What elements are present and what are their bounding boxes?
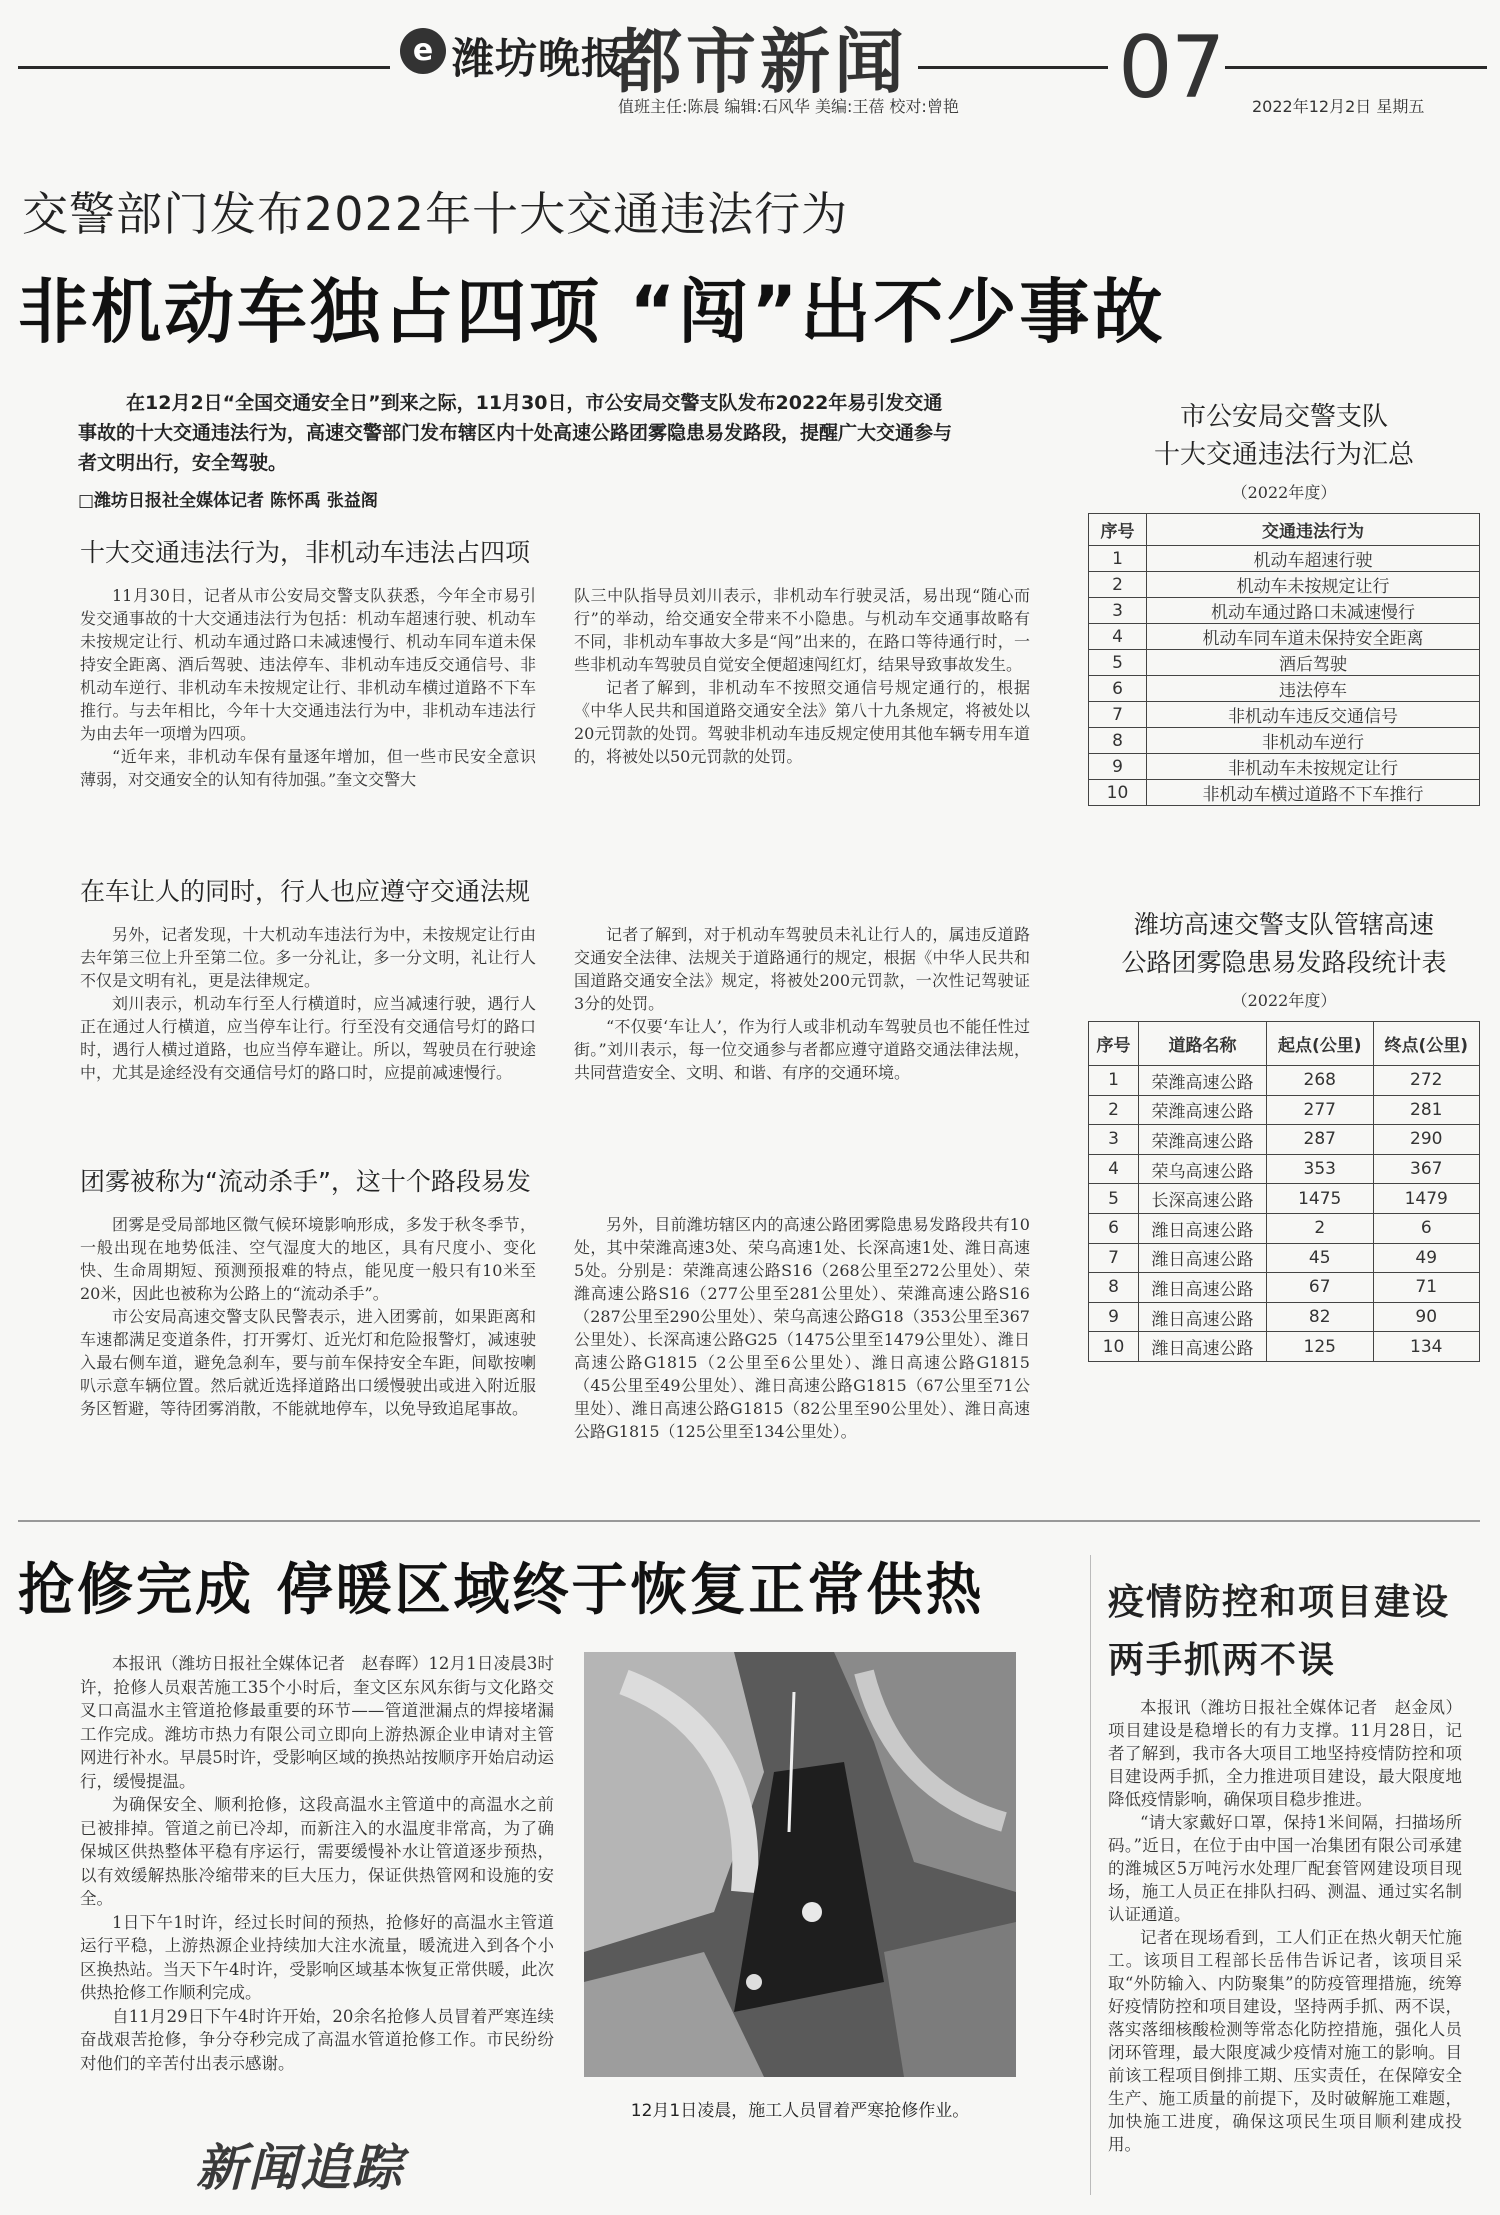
paper-name: 潍坊晚报 <box>452 34 625 83</box>
table-cell: 134 <box>1373 1332 1480 1362</box>
table-cell: 290 <box>1373 1125 1480 1155</box>
table-row <box>1089 754 1480 780</box>
table-cell: 6 <box>1089 1213 1139 1243</box>
table-cell: 酒后驾驶 <box>1147 650 1480 676</box>
violations-table <box>1088 513 1480 806</box>
section-heading-1: 十大交通违法行为，非机动车违法占四项 <box>80 538 531 567</box>
paragraph: 团雾是受局部地区微气候环境影响形成，多发于秋冬季节，一般出现在地势低洼、空气湿度大的地区，具有尺度小、变化快、生命周期短、预测预报难的特点，能见度一般只有10米至20米，因此也被称为公路上的“流动杀手”。 <box>80 1215 536 1303</box>
covid-headline: 疫情防控和项目建设 <box>1108 1582 1451 1623</box>
table-cell: 荣乌高速公路 <box>1139 1154 1267 1184</box>
table-row <box>1089 1095 1480 1125</box>
table-cell: 10 <box>1089 780 1147 806</box>
table-cell: 10 <box>1089 1332 1139 1362</box>
table-cell: 潍日高速公路 <box>1139 1273 1267 1303</box>
paragraph: 自11月29日下午4时许开始，20余名抢修人员冒着严寒连续奋战艰苦抢修，争分夺秒完成了高温水管道抢修工作。市民纷纷对他们的辛苦付出表示感谢。 <box>80 2006 554 2073</box>
table-cell: 6 <box>1373 1213 1480 1243</box>
table-cell: 1 <box>1089 1066 1139 1096</box>
table-row <box>1089 1273 1480 1303</box>
table-cell: 287 <box>1267 1125 1374 1155</box>
table-cell: 272 <box>1373 1066 1480 1096</box>
table-cell: 90 <box>1373 1302 1480 1332</box>
fog-table-year: （2022年度） <box>1231 991 1337 1010</box>
section-heading-3: 团雾被称为“流动杀手”，这十个路段易发 <box>80 1167 531 1196</box>
paragraph: 刘川表示，机动车行至人行横道时，应当减速行驶，遇行人正在通过人行横道，应当停车让行。行至没有交通信号灯的路口时，遇行人横过道路，也应当停车避让。所以，驾驶员在行驶途中，尤其是途经没有交通信号灯的路口时，应提前减速慢行。 <box>80 994 536 1082</box>
column-header: 序号 <box>1089 514 1147 546</box>
table-row <box>1089 546 1480 572</box>
table-cell: 荣潍高速公路 <box>1139 1066 1267 1096</box>
table-cell: 367 <box>1373 1154 1480 1184</box>
table-cell: 8 <box>1089 728 1147 754</box>
repair-photo-illustration <box>584 1652 1016 2077</box>
covid-headline-line2: 两手抓两不误 <box>1108 1640 1337 1681</box>
table-cell: 3 <box>1089 1125 1139 1155</box>
paragraph: 本报讯（潍坊日报社全媒体记者 赵春晖）12月1日凌晨3时许，抢修人员艰苦施工35个小时后，奎文区东风东街与文化路交叉口高温水主管道抢修最重要的环节——管道泄漏点的焊接堵漏工作完成。潍坊市热力有限公司立即向上游热源企业申请对主管网进行补水。早晨5时许，受影响区域的换热站按顺序开始启动运行，缓慢提温。 <box>80 1654 554 1791</box>
section-heading-2: 在车让人的同时，行人也应遵守交通法规 <box>80 877 531 906</box>
table-cell: 4 <box>1089 624 1147 650</box>
table-row <box>1089 728 1480 754</box>
violations-box <box>1088 398 1480 806</box>
editor-credits: 值班主任:陈晨 编辑:石风华 美编:王蓓 校对:曾艳 <box>618 97 959 116</box>
table-row <box>1089 1066 1480 1096</box>
table-cell: 268 <box>1267 1066 1374 1096</box>
masthead-rule-right <box>1225 66 1487 69</box>
column-header: 起点(公里) <box>1267 1022 1374 1066</box>
paragraph: 另外，目前潍坊辖区内的高速公路团雾隐患易发路段共有10处，其中荣潍高速3处、荣乌高速1处、长深高速1处、潍日高速5处。分别是：荣潍高速公路S16（268公里至272公里处）、荣潍高速公路S16（277公里至281公里处）、荣潍高速公路S16（287公里至290公里处）、荣乌高速公路G18（353公里至367公里处）、长深高速公路G25（1475公里至1479公里处）、潍日高速公路G1815（2公里至6公里处）、潍日高速公路G1815（45公里至49公里处）、潍日高速公路G1815（67公里至71公里处）、潍日高速公路G1815（82公里至90公里处）、潍日高速公路G1815（125公里至134公里处）。 <box>574 1215 1030 1441</box>
table-cell: 9 <box>1089 1302 1139 1332</box>
table-cell: 荣潍高速公路 <box>1139 1125 1267 1155</box>
table-cell: 2 <box>1089 572 1147 598</box>
table-cell: 长深高速公路 <box>1139 1184 1267 1214</box>
table-cell: 非机动车违反交通信号 <box>1147 702 1480 728</box>
masthead-rule-mid <box>918 66 1108 69</box>
section-divider <box>18 1520 1480 1522</box>
paragraph: 11月30日，记者从市公安局交警支队获悉，今年全市易引发交通事故的十大交通违法行为包括：机动车超速行驶、机动车未按规定让行、机动车通过路口未减速慢行、机动车同车道未保持安全距离、酒后驾驶、违法停车、非机动车违反交通信号、非机动车逆行、非机动车未按规定让行、非机动车横过道路不下车推行。与去年相比，今年十大交通违法行为中，非机动车违法行为由去年一项增为四项。 <box>80 586 536 743</box>
table-cell: 机动车未按规定让行 <box>1147 572 1480 598</box>
page-number: 07 <box>1118 18 1224 118</box>
paragraph: “近年来，非机动车保有量逐年增加，但一些市民安全意识薄弱，对交通安全的认知有待加强。”奎文交警大 <box>80 747 536 789</box>
table-cell: 非机动车逆行 <box>1147 728 1480 754</box>
fog-table <box>1088 1021 1480 1362</box>
table-cell: 1479 <box>1373 1184 1480 1214</box>
table-cell: 潍日高速公路 <box>1139 1332 1267 1362</box>
covid-body <box>1108 1696 1462 2156</box>
fog-box <box>1088 906 1480 1362</box>
heating-body <box>80 1652 554 2075</box>
table-cell: 67 <box>1267 1273 1374 1303</box>
table-cell: 5 <box>1089 1184 1139 1214</box>
table-cell: 1475 <box>1267 1184 1374 1214</box>
story-kicker: 交警部门发布2022年十大交通违法行为 <box>22 187 849 241</box>
covid-divider <box>1090 1555 1091 2195</box>
table-row <box>1089 650 1480 676</box>
table-cell: 潍日高速公路 <box>1139 1302 1267 1332</box>
table-cell: 6 <box>1089 676 1147 702</box>
table-row <box>1089 702 1480 728</box>
table-row <box>1089 1125 1480 1155</box>
table-cell: 82 <box>1267 1302 1374 1332</box>
table-row <box>1089 572 1480 598</box>
table-cell: 非机动车横过道路不下车推行 <box>1147 780 1480 806</box>
story-lead: 在12月2日“全国交通安全日”到来之际，11月30日，市公安局交警支队发布2022年易引发交通事故的十大交通违法行为，高速交警部门发布辖区内十处高速公路团雾隐患易发路段，提醒广大交通参与者文明出行，安全驾驶。 <box>78 392 953 474</box>
paragraph: 1日下午1时许，经过长时间的预热，抢修好的高温水主管道运行平稳，上游热源企业持续加大注水流量，暖流进入到各个小区换热站。当天下午4时许，受影响区域基本恢复正常供暖，此次供热抢修工作顺利完成。 <box>80 1912 554 2002</box>
table-row <box>1089 1213 1480 1243</box>
table-cell: 机动车同车道未保持安全距离 <box>1147 624 1480 650</box>
issue-date: 2022年12月2日 星期五 <box>1252 97 1425 116</box>
table-cell: 潍日高速公路 <box>1139 1243 1267 1273</box>
table-cell: 荣潍高速公路 <box>1139 1095 1267 1125</box>
table-row <box>1089 780 1480 806</box>
table-row <box>1089 1184 1480 1214</box>
paragraph: 另外，记者发现，十大机动车违法行为中，未按规定让行由去年第三位上升至第二位。多一分礼让，多一分文明，礼让行人不仅是文明有礼，更是法律规定。 <box>80 925 536 990</box>
table-header-row <box>1089 514 1480 546</box>
column-header: 交通违法行为 <box>1147 514 1480 546</box>
violations-table-subtitle: 十大交通违法行为汇总 <box>1153 440 1414 470</box>
table-cell: 2 <box>1089 1095 1139 1125</box>
table-cell: 违法停车 <box>1147 676 1480 702</box>
heating-headline: 抢修完成 停暖区域终于恢复正常供热 <box>18 1558 985 1623</box>
table-cell: 机动车超速行驶 <box>1147 546 1480 572</box>
table-cell: 2 <box>1267 1213 1374 1243</box>
section-1-left-column <box>80 584 536 791</box>
table-cell: 45 <box>1267 1243 1374 1273</box>
table-cell: 机动车通过路口未减速慢行 <box>1147 598 1480 624</box>
table-row <box>1089 1154 1480 1184</box>
paragraph: 市公安局高速交警支队民警表示，进入团雾前，如果距离和车速都满足变道条件，打开雾灯、近光灯和危险报警灯，减速驶入最右侧车道，避免急刹车，要与前车保持安全车距，间歇按喇叭示意车辆位置。然后就近选择道路出口缓慢驶出或进入附近服务区暂避，等待团雾消散，不能就地停车，以免导致追尾事故。 <box>80 1307 536 1418</box>
story-byline: □潍坊日报社全媒体记者 陈怀禹 张益阁 <box>78 491 378 511</box>
photo-caption: 12月1日凌晨，施工人员冒着严寒抢修作业。 <box>630 2101 970 2121</box>
table-row <box>1089 598 1480 624</box>
section-3-left-column <box>80 1213 536 1420</box>
table-cell: 353 <box>1267 1154 1374 1184</box>
table-cell: 3 <box>1089 598 1147 624</box>
fog-table-title: 潍坊高速交警支队管辖高速 <box>1133 910 1434 939</box>
violations-table-year: （2022年度） <box>1231 483 1337 502</box>
table-row <box>1089 624 1480 650</box>
column-tag-news-tracking: 新闻追踪 <box>196 2139 404 2197</box>
paragraph: 记者了解到，对于机动车驾驶员未礼让行人的，属违反道路交通安全法律、法规关于道路通行的规定，根据《中华人民共和国道路交通安全法》规定，将被处200元罚款，一次性记驾驶证3分的处罚。 <box>574 925 1030 1013</box>
fog-table-subtitle: 公路团雾隐患易发路段统计表 <box>1121 948 1447 977</box>
section-3-right-column <box>574 1213 1030 1443</box>
section-1-right-column <box>574 584 1030 768</box>
table-cell: 125 <box>1267 1332 1374 1362</box>
section-2-left-column <box>80 923 536 1084</box>
section-2-right-column <box>574 923 1030 1084</box>
table-cell: 9 <box>1089 754 1147 780</box>
table-cell: 1 <box>1089 546 1147 572</box>
column-header: 序号 <box>1089 1022 1139 1066</box>
table-cell: 277 <box>1267 1095 1374 1125</box>
logo-icon: e <box>400 28 446 74</box>
table-row <box>1089 1302 1480 1332</box>
violations-table-title: 市公安局交警支队 <box>1179 402 1388 432</box>
table-row <box>1089 676 1480 702</box>
table-row <box>1089 1332 1480 1362</box>
table-cell: 281 <box>1373 1095 1480 1125</box>
table-cell: 4 <box>1089 1154 1139 1184</box>
table-header-row <box>1089 1022 1480 1066</box>
table-cell: 8 <box>1089 1273 1139 1303</box>
masthead-rule-left <box>18 66 390 69</box>
story-headline: 非机动车独占四项 “闯”出不少事故 <box>18 271 1166 353</box>
column-header: 道路名称 <box>1139 1022 1267 1066</box>
paragraph: 队三中队指导员刘川表示，非机动车行驶灵活，易出现“随心而行”的举动，给交通安全带来不小隐患。与机动车交通事故略有不同，非机动车事故大多是“闯”出来的，在路口等待通行时，一些非机动车驾驶员自觉安全便超速闯红灯，结果导致事故发生。 <box>574 586 1030 674</box>
paragraph: 记者在现场看到，工人们正在热火朝天忙施工。该项目工程部长岳伟告诉记者，该项目采取“外防输入、内防聚集”的防疫管理措施，统筹好疫情防控和项目建设，坚持两手抓、两不误，落实落细核酸检测等常态化防控措施，强化人员闭环管理，最大限度减少疫情对施工的影响。目前该工程项目倒排工期、压实责任，在保障安全生产、施工质量的前提下，及时破解施工难题，加快施工进度，确保这项民生项目顺利建成投用。 <box>1108 1928 1462 2154</box>
paragraph: “不仅要‘车让人’，作为行人或非机动车驾驶员也不能任性过街。”刘川表示，每一位交通参与者都应遵守道路交通法律法规，共同营造安全、文明、和谐、有序的交通环境。 <box>574 1017 1030 1082</box>
table-cell: 7 <box>1089 702 1147 728</box>
table-cell: 71 <box>1373 1273 1480 1303</box>
table-cell: 潍日高速公路 <box>1139 1213 1267 1243</box>
table-row <box>1089 1243 1480 1273</box>
table-cell: 49 <box>1373 1243 1480 1273</box>
table-cell: 7 <box>1089 1243 1139 1273</box>
paragraph: 本报讯（潍坊日报社全媒体记者 赵金凤）项目建设是稳增长的有力支撑。11月28日，记者了解到，我市各大项目工地坚持疫情防控和项目建设两手抓，全力推进项目建设，最大限度地降低疫情影响，确保项目稳步推进。 <box>1108 1698 1462 1809</box>
paragraph: “请大家戴好口罩，保持1米间隔，扫描场所码。”近日，在位于由中国一冶集团有限公司承建的潍城区5万吨污水处理厂配套管网建设项目现场，施工人员正在排队扫码、测温、通过实名制认证通道。 <box>1108 1813 1462 1924</box>
repair-photo <box>584 1652 1016 2077</box>
column-header: 终点(公里) <box>1373 1022 1480 1066</box>
table-cell: 5 <box>1089 650 1147 676</box>
section-title: 都市新闻 <box>612 21 908 103</box>
paragraph: 记者了解到，非机动车不按照交通信号规定通行的，根据《中华人民共和国道路交通安全法》第八十九条规定，将被处以20元罚款的处罚。驾驶非机动车违反规定使用其他车辆专用车道的，将被处以50元罚款的处罚。 <box>574 678 1030 766</box>
table-cell: 非机动车未按规定让行 <box>1147 754 1480 780</box>
paragraph: 为确保安全、顺利抢修，这段高温水主管道中的高温水之前已被排掉。管道之前已冷却，而新注入的水温度非常高，为了确保城区供热整体平稳有序运行，需要缓慢补水让管道逐步预热，以有效缓解热胀冷缩带来的巨大压力，保证供热管网和设施的安全。 <box>80 1795 554 1908</box>
